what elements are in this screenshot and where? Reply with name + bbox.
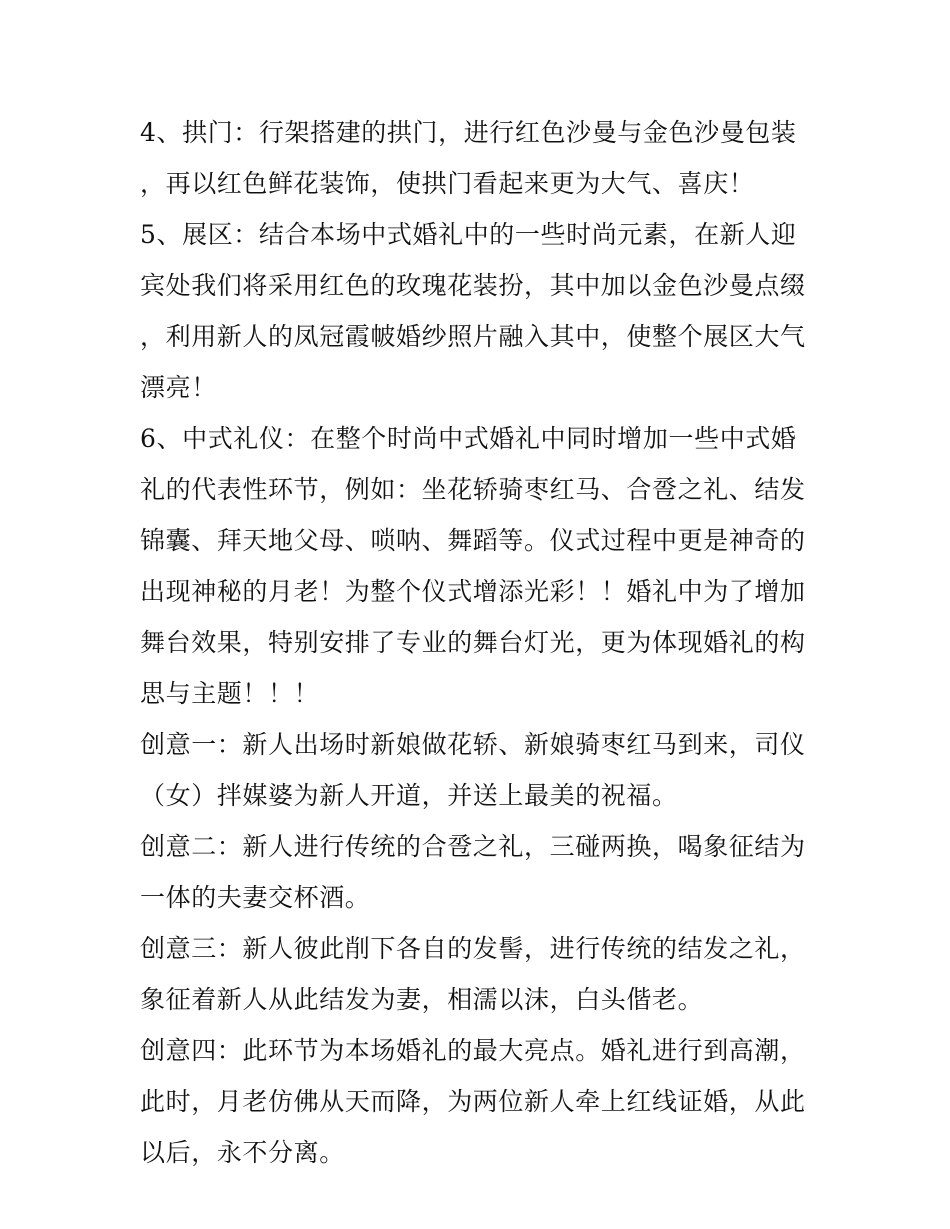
paragraph-exhibition-area: 5、展区：结合本场中式婚礼中的一些时尚元素，在新人迎宾处我们将采用红色的玫瑰花装扮，其中加以金色沙曼点缀，利用新人的凤冠霞帔婚纱照片融入其中，使整个展区大气漂亮！ xyxy=(140,220,806,402)
paragraph-arch: 4、拱门：行架搭建的拱门，进行红色沙曼与金色沙曼包装，再以红色鲜花装饰，使拱门看起来更为大气、喜庆！ xyxy=(140,118,797,198)
paragraph-idea-two: 创意二：新人进行传统的合卺之礼，三碰两换，喝象征结为一体的夫妻交杯酒。 xyxy=(140,832,806,912)
paragraph-idea-one: 创意一：新人出场时新娘做花轿、新娘骑枣红马到来，司仪（女）拌媒婆为新人开道，并送上最美的祝福。 xyxy=(140,730,806,810)
document-body xyxy=(140,107,816,1178)
paragraph-idea-three: 创意三：新人彼此削下各自的发髻，进行传统的结发之礼，象征着新人从此结发为妻，相濡以沫，白头偕老。 xyxy=(140,934,806,1014)
paragraph-chinese-ceremony: 6、中式礼仪：在整个时尚中式婚礼中同时增加一些中式婚礼的代表性环节，例如：坐花轿骑枣红马、合卺之礼、结发锦囊、拜天地父母、唢呐、舞蹈等。仪式过程中更是神奇的出现神秘的月老！为整个仪式增添光彩！！婚礼中为了增加舞台效果，特别安排了专业的舞台灯光，更为体现婚礼的构思与主题！！！ xyxy=(140,424,806,708)
paragraph-idea-four: 创意四：此环节为本场婚礼的最大亮点。婚礼进行到高潮，此时，月老仿佛从天而降，为两位新人牵上红线证婚，从此以后，永不分离。 xyxy=(140,1036,806,1167)
